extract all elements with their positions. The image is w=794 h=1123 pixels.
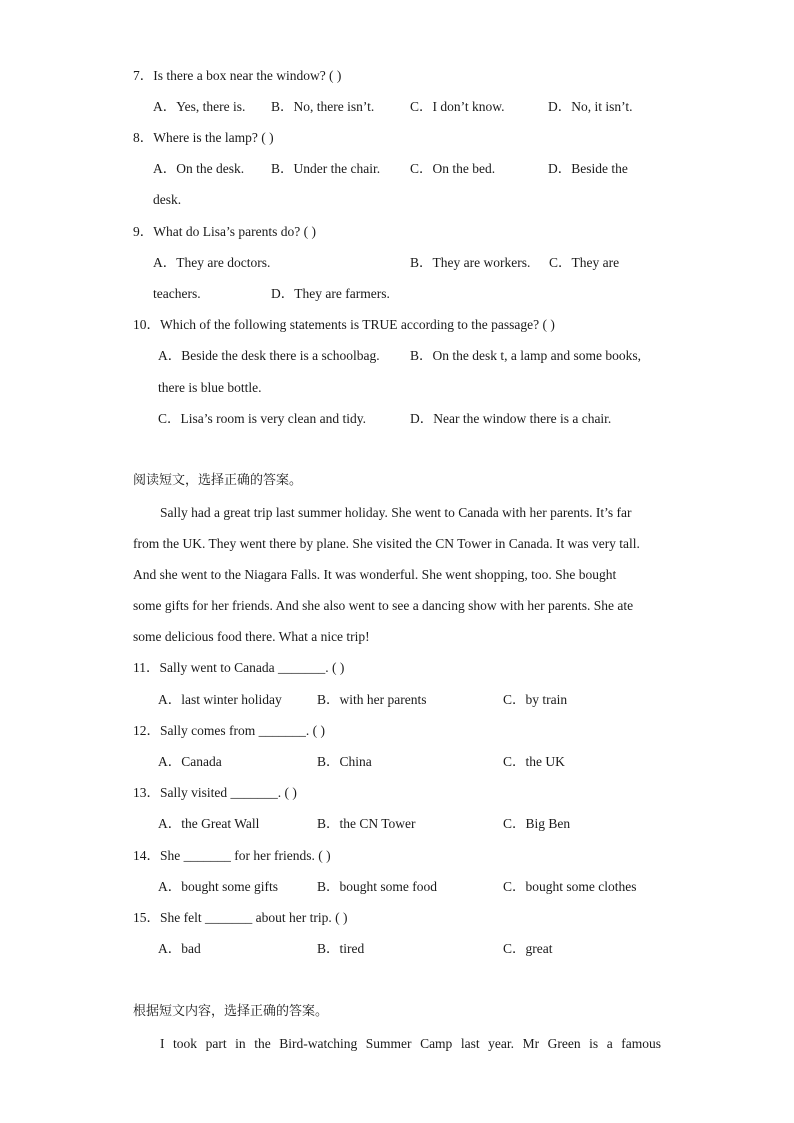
question-10-stem: 10．Which of the following statements is TRUE according to the passage? ( ) — [133, 317, 555, 332]
question-15-stem: 15．She felt _______ about her trip. ( ) — [133, 910, 348, 925]
question-15-option-b[interactable]: B．tired — [317, 941, 365, 956]
section-3-passage — [133, 1028, 661, 1059]
question-10-option-c[interactable]: C．Lisa’s room is very clean and tidy. — [158, 411, 366, 426]
question-13-option-b[interactable]: B．the CN Tower — [317, 816, 416, 831]
question-11-option-b[interactable]: B．with her parents — [317, 692, 427, 707]
question-7-option-b[interactable]: B．No, there isn’t. — [271, 99, 375, 114]
question-12-stem: 12．Sally comes from _______. ( ) — [133, 723, 325, 738]
question-8-stem: 8．Where is the lamp? ( ) — [133, 130, 274, 145]
question-15-option-c[interactable]: C．great — [503, 941, 553, 956]
question-11-option-a[interactable]: A．last winter holiday — [158, 692, 282, 707]
question-9-option-a[interactable]: A．They are doctors. — [153, 255, 271, 270]
question-9-stem: 9．What do Lisa’s parents do? ( ) — [133, 224, 316, 239]
passage-line: from the UK. They went there by plane. She visited the CN Tower in Canada. It was very tall. — [133, 536, 640, 551]
question-14-option-b[interactable]: B．bought some food — [317, 879, 437, 894]
question-14-stem: 14．She _______ for her friends. ( ) — [133, 848, 331, 863]
section-2-passage — [133, 497, 661, 652]
question-13-stem: 13．Sally visited _______. ( ) — [133, 785, 297, 800]
passage-line: And she went to the Niagara Falls. It was wonderful. She went shopping, too. She bought — [133, 567, 617, 582]
question-10-option-a[interactable]: A．Beside the desk there is a schoolbag. — [158, 348, 380, 363]
question-12-option-c[interactable]: C．the UK — [503, 754, 565, 769]
question-8-option-d[interactable]: D．Beside the — [548, 161, 628, 176]
question-11-stem: 11．Sally went to Canada _______. ( ) — [133, 660, 345, 675]
question-9-option-d[interactable]: D．They are farmers. — [271, 286, 390, 301]
question-8-option-c[interactable]: C．On the bed. — [410, 161, 496, 176]
question-8-option-d-continued: desk. — [153, 192, 182, 207]
question-15-option-a[interactable]: A．bad — [158, 941, 201, 956]
section-3-heading: 根据短文内容，选择正确的答案。 — [133, 1004, 329, 1019]
question-14-option-a[interactable]: A．bought some gifts — [158, 879, 278, 894]
question-12-option-a[interactable]: A．Canada — [158, 754, 222, 769]
question-13-option-c[interactable]: C．Big Ben — [503, 816, 571, 831]
question-14-option-c[interactable]: C．bought some clothes — [503, 879, 637, 894]
question-7-option-d[interactable]: D．No, it isn’t. — [548, 99, 633, 114]
passage-line: some gifts for her friends. And she also went to see a dancing show with her parents. She ate — [133, 598, 634, 613]
question-11-option-c[interactable]: C．by train — [503, 692, 568, 707]
question-10-option-b[interactable]: B．On the desk t, a lamp and some books, — [410, 348, 641, 363]
question-7-option-a[interactable]: A．Yes, there is. — [153, 99, 246, 114]
question-9-option-c-continued: teachers. — [153, 286, 201, 301]
question-8-option-b[interactable]: B．Under the chair. — [271, 161, 381, 176]
question-7-option-c[interactable]: C．I don’t know. — [410, 99, 505, 114]
question-7-stem: 7．Is there a box near the window? ( ) — [133, 68, 342, 83]
question-9-option-b[interactable]: B．They are workers. — [410, 255, 531, 270]
passage-line: Sally had a great trip last summer holiday. She went to Canada with her parents. It’s far — [160, 505, 632, 520]
question-13-option-a[interactable]: A．the Great Wall — [158, 816, 260, 831]
question-10-option-b-continued: there is blue bottle. — [158, 380, 262, 395]
question-10-option-d[interactable]: D．Near the window there is a chair. — [410, 411, 612, 426]
question-8-option-a[interactable]: A．On the desk. — [153, 161, 245, 176]
question-12-option-b[interactable]: B．China — [317, 754, 372, 769]
section-2-heading: 阅读短文，选择正确的答案。 — [133, 473, 303, 488]
question-9-option-c[interactable]: C．They are — [549, 255, 620, 270]
passage-line: I took part in the Bird-watching Summer Camp last year. Mr Green is a famous — [160, 1036, 661, 1051]
passage-line: some delicious food there. What a nice trip! — [133, 629, 370, 644]
